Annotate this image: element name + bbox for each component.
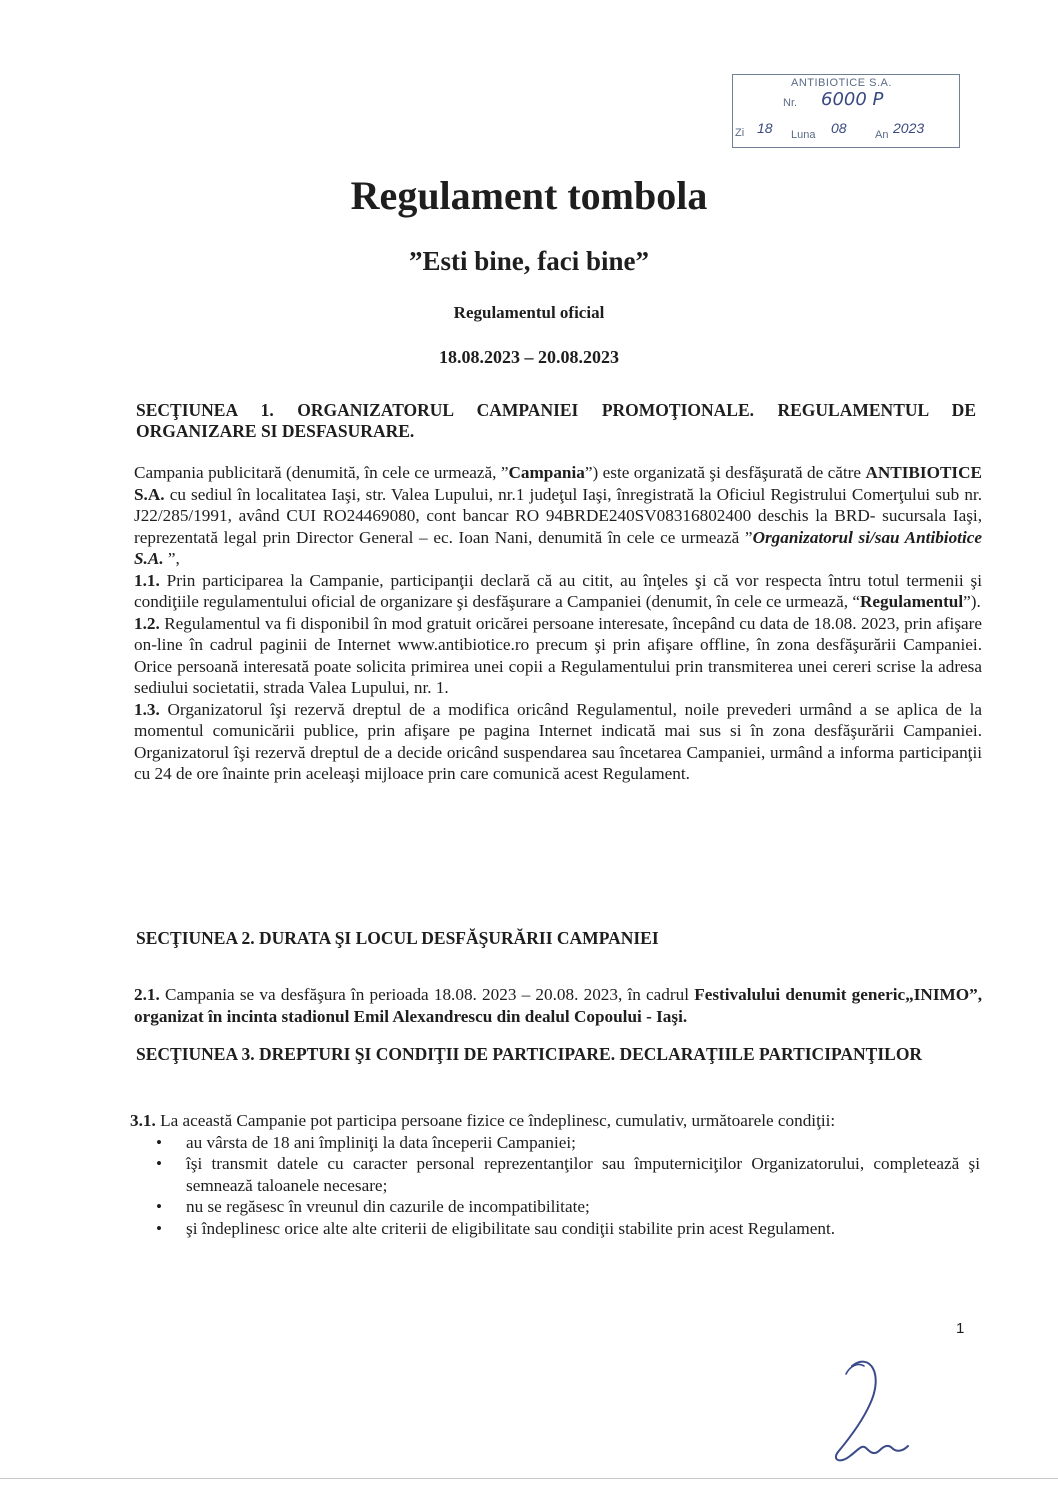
text-run: La această Campanie pot participa persoane fizice ce îndeplinesc, cumulativ, următoarele condiţii: [155,1111,836,1130]
section-2-body [134,984,982,1027]
document-subtitle: ”Esti bine, faci bine” [408,246,650,276]
text-run-bold-italic: Organizatorul si/sau Antibiotice S.A. [134,527,982,568]
text-run: Campania publicitară (denumită, în cele ce urmează, ” [134,463,509,482]
text-run: cu sediul în localitatea Iaşi, str. Valea Lupului, nr.1 judeţul Iaşi, înregistrată la Oficiul Registrului Comerţului sub nr. J22/285/1991, având CUI RO24469080, cont bancar RO 94BRDE240SV08316802400 deschis la BRD- sucursala Iaşi, reprezentată legal prin Director General – ec. Ioan Nani, denumită în cele ce urmează ” [134,484,982,547]
list-item-text: au vârsta de 18 ani împliniţi la data începerii Campaniei; [186,1132,576,1152]
text-run: Organizatorul îşi rezervă dreptul de a modifica oricând Regulamentul, noile prevederi urmând a se aplica de la momentul comunicării publice, prin afişare pe pagina Internet indicată mai sus si în zona desfăşurării Campaniei. Organizatorul îşi rezervă dreptul de a decide oricând suspendarea sau încetarea Campaniei, urmând a informa participanţii cu 24 de ore înainte prin aceleaşi mijloace prin care comunică acest Regulament. [134,699,982,783]
eligibility-list [130,1132,980,1240]
text-run-bold: Festivalului denumit generic„INIMO”, organizat în incinta stadionul Emil Alexandrescu din dealul Copoului - Iaşi. [134,985,982,1026]
campaign-dates: 18.08.2023 – 20.08.2023 [439,347,619,367]
bullet-icon: • [156,1197,163,1216]
registration-stamp [732,74,960,148]
text-run: Campania se va desfăşura în perioada 18.08. 2023 – 20.08. 2023, în cadrul [159,985,695,1004]
clause-3-1 [130,1110,980,1132]
list-item-text: nu se regăsesc în vreunul din cazurile de incompatibilitate; [186,1197,590,1216]
stamp-an-value: 2023 [893,120,925,136]
text-run-bold: Campania [508,463,585,482]
official-label: Regulamentul oficial [453,303,605,322]
clause-2-1 [134,984,982,1027]
list-item [130,1153,980,1196]
list-item [130,1218,980,1240]
text-run: ”). [963,592,981,611]
stamp-zi-label: Zi [735,127,745,139]
clause-number: 1.1. [134,570,160,590]
section-3-body [130,1110,980,1239]
clause-number: 1.3. [134,699,160,719]
signature-icon [818,1352,928,1470]
page-number: 1 [956,1320,965,1337]
text-run: Regulamentul va fi disponibil în mod gratuit oricărei persoane interesate, începând cu data de 18.08. 2023, prin afişare on-line în cadrul paginii de Internet www.antibiotice.ro precum şi prin afişare offline, în zona desfăşurării Campaniei. Orice persoană interesată poate solicita primirea unei copii a Regulamentului prin transmiterea unei cereri scrise la adresa sediului societatii, strada Valea Lupului, nr. 1. [134,613,982,697]
stamp-company: ANTIBIOTICE S.A. [791,77,892,89]
stamp-an-label: An [875,129,889,141]
text-run: ”) este organizată şi desfăşurată de către [584,463,866,482]
bullet-icon: • [156,1218,163,1238]
clause-1-2 [134,613,982,699]
section-3-heading: SECŢIUNEA 3. DREPTURI ŞI CONDIŢII DE PARTICIPARE. DECLARAŢIILE PARTICIPANŢILOR [136,1044,923,1064]
section-1-heading: SECŢIUNEA 1. ORGANIZATORUL CAMPANIEI PROMOŢIONALE. REGULAMENTUL DE ORGANIZARE SI DESFASURARE. [136,400,976,441]
document-title: Regulament tombola [350,173,708,218]
stamp-zi-value: 18 [757,120,773,136]
clause-number: 1.2. [134,613,160,633]
bullet-icon: • [156,1132,163,1152]
text-run: ”, [167,549,180,568]
clause-1-3 [134,699,982,785]
stamp-luna-label: Luna [791,129,816,141]
clause-number: 3.1. [130,1111,156,1130]
stamp-nr-value: 6000 P [821,89,884,110]
list-item [130,1196,980,1218]
clause-number: 2.1. [134,985,160,1004]
section-1-body [134,462,982,785]
stamp-luna-value: 08 [831,120,847,136]
section-1-intro [134,462,982,570]
list-item-text: şi îndeplinesc orice alte alte criterii de eligibilitate sau condiţii stabilite prin acest Regulament. [186,1218,836,1238]
bullet-icon: • [156,1154,163,1173]
text-run-bold: Regulamentul [860,592,964,611]
section-2-heading: SECŢIUNEA 2. DURATA ŞI LOCUL DESFĂŞURĂRII CAMPANIEI [136,928,659,948]
clause-1-1 [134,570,982,613]
text-run: Prin participarea la Campanie, participanţii declară că au citit, au înţeles şi că vor respecta întru totul termenii şi condiţiile regulamentului oficial de organizare şi desfăşurare a Campaniei (denumit, în cele ce urmează, “ [134,570,982,611]
stamp-nr-label: Nr. [783,97,798,109]
list-item-text: îşi transmit datele cu caracter personal reprezentanţilor sau împuterniciţilor Organizatorului, completează şi semnează taloanele necesare; [186,1154,980,1195]
list-item [130,1132,980,1154]
text-run-bold: ANTIBIOTICE S.A. [134,463,982,504]
scan-edge-line [0,1478,1058,1479]
